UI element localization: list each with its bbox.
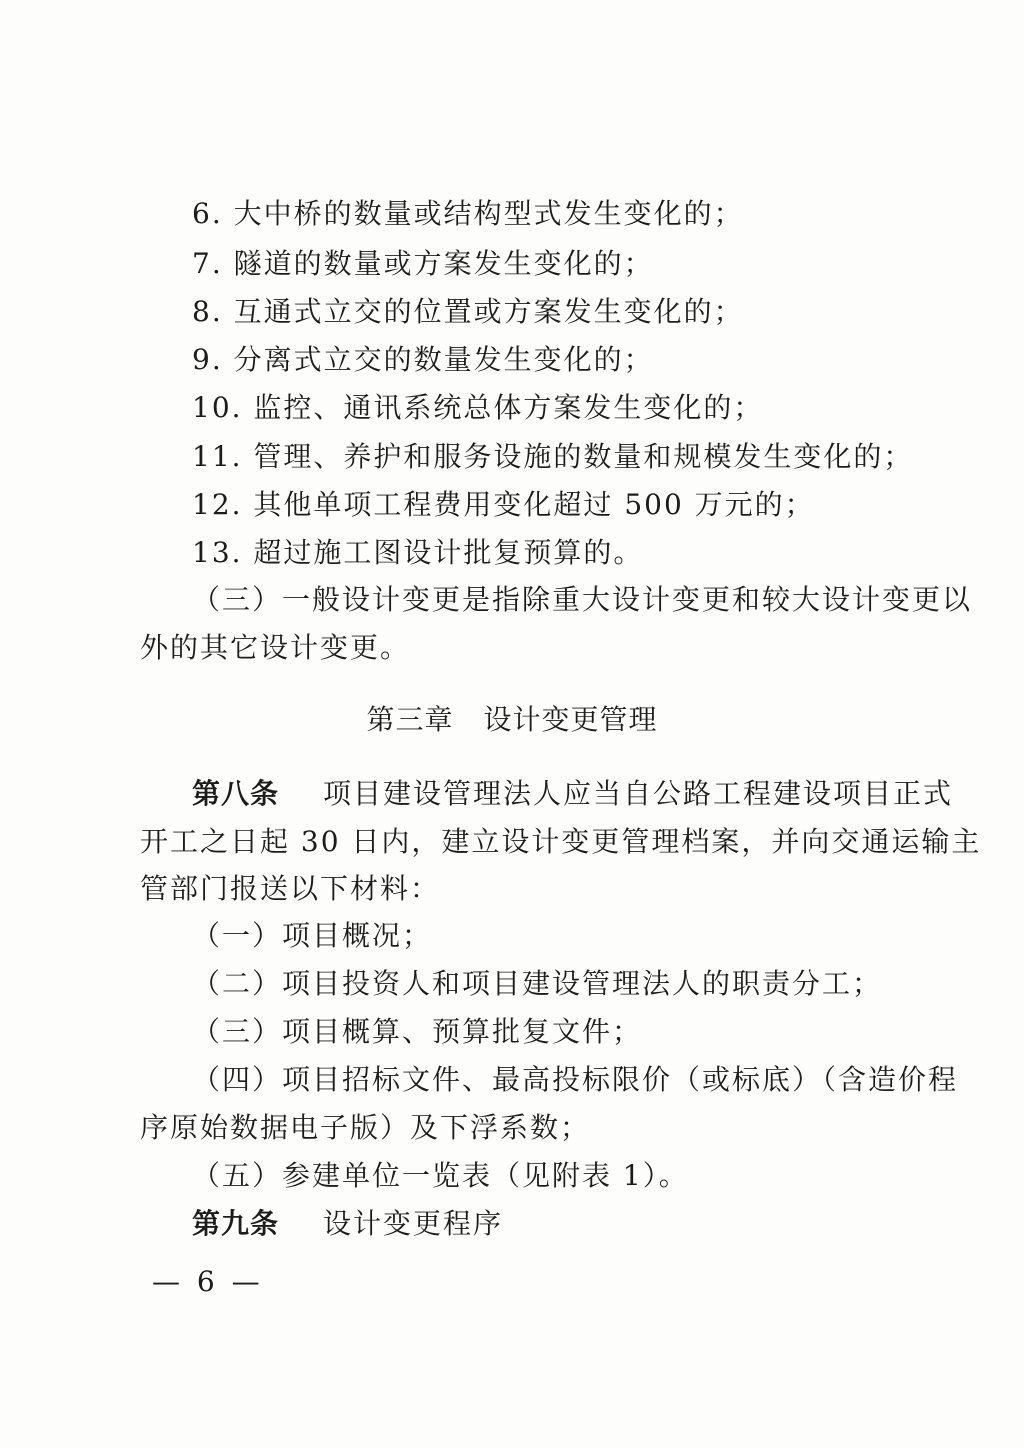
list-item: （二）项目投资人和项目建设管理法人的职责分工； xyxy=(192,967,883,1000)
list-item: （四）项目招标文件、最高投标限价（或标底）（含造价程 xyxy=(192,1063,959,1096)
chapter-heading xyxy=(0,700,1024,740)
chapter-title: 设计变更管理 xyxy=(483,703,658,736)
paragraph-line: 开工之日起 30 日内，建立设计变更管理档案，并向交通运输主 xyxy=(140,825,982,858)
article-label: 第九条 xyxy=(192,1207,280,1240)
paragraph-line: 序原始数据电子版）及下浮系数； xyxy=(140,1111,591,1144)
list-item: 9. 分离式立交的数量发生变化的； xyxy=(192,343,654,376)
list-item: 7. 隧道的数量或方案发生变化的； xyxy=(192,247,654,280)
list-item: 6. 大中桥的数量或结构型式发生变化的； xyxy=(192,197,744,230)
list-item: 10. 监控、通讯系统总体方案发生变化的； xyxy=(192,391,764,424)
article-label: 第八条 xyxy=(192,777,280,810)
page-number: — 6 — xyxy=(152,1265,264,1298)
paragraph-line: 管部门报送以下材料： xyxy=(140,872,441,905)
article-8-line xyxy=(192,774,954,814)
paragraph-line: 外的其它设计变更。 xyxy=(140,631,411,664)
list-item: 11. 管理、养护和服务设施的数量和规模发生变化的； xyxy=(192,440,914,473)
article-text: 设计变更程序 xyxy=(323,1207,504,1240)
list-item: 12. 其他单项工程费用变化超过 500 万元的； xyxy=(192,488,815,521)
article-text: 项目建设管理法人应当自公路工程建设项目正式 xyxy=(323,777,954,810)
list-item: （三）项目概算、预算批复文件； xyxy=(192,1015,643,1048)
list-item: （一）项目概况； xyxy=(192,919,433,952)
chapter-number: 第三章 xyxy=(366,703,454,736)
list-item: （五）参建单位一览表（见附表 1）。 xyxy=(192,1159,689,1192)
list-item: 8. 互通式立交的位置或方案发生变化的； xyxy=(192,295,744,328)
article-9-line xyxy=(192,1204,882,1244)
list-item: 13. 超过施工图设计批复预算的。 xyxy=(192,536,644,569)
paragraph-line: （三）一般设计变更是指除重大设计变更和较大设计变更以 xyxy=(192,583,973,616)
